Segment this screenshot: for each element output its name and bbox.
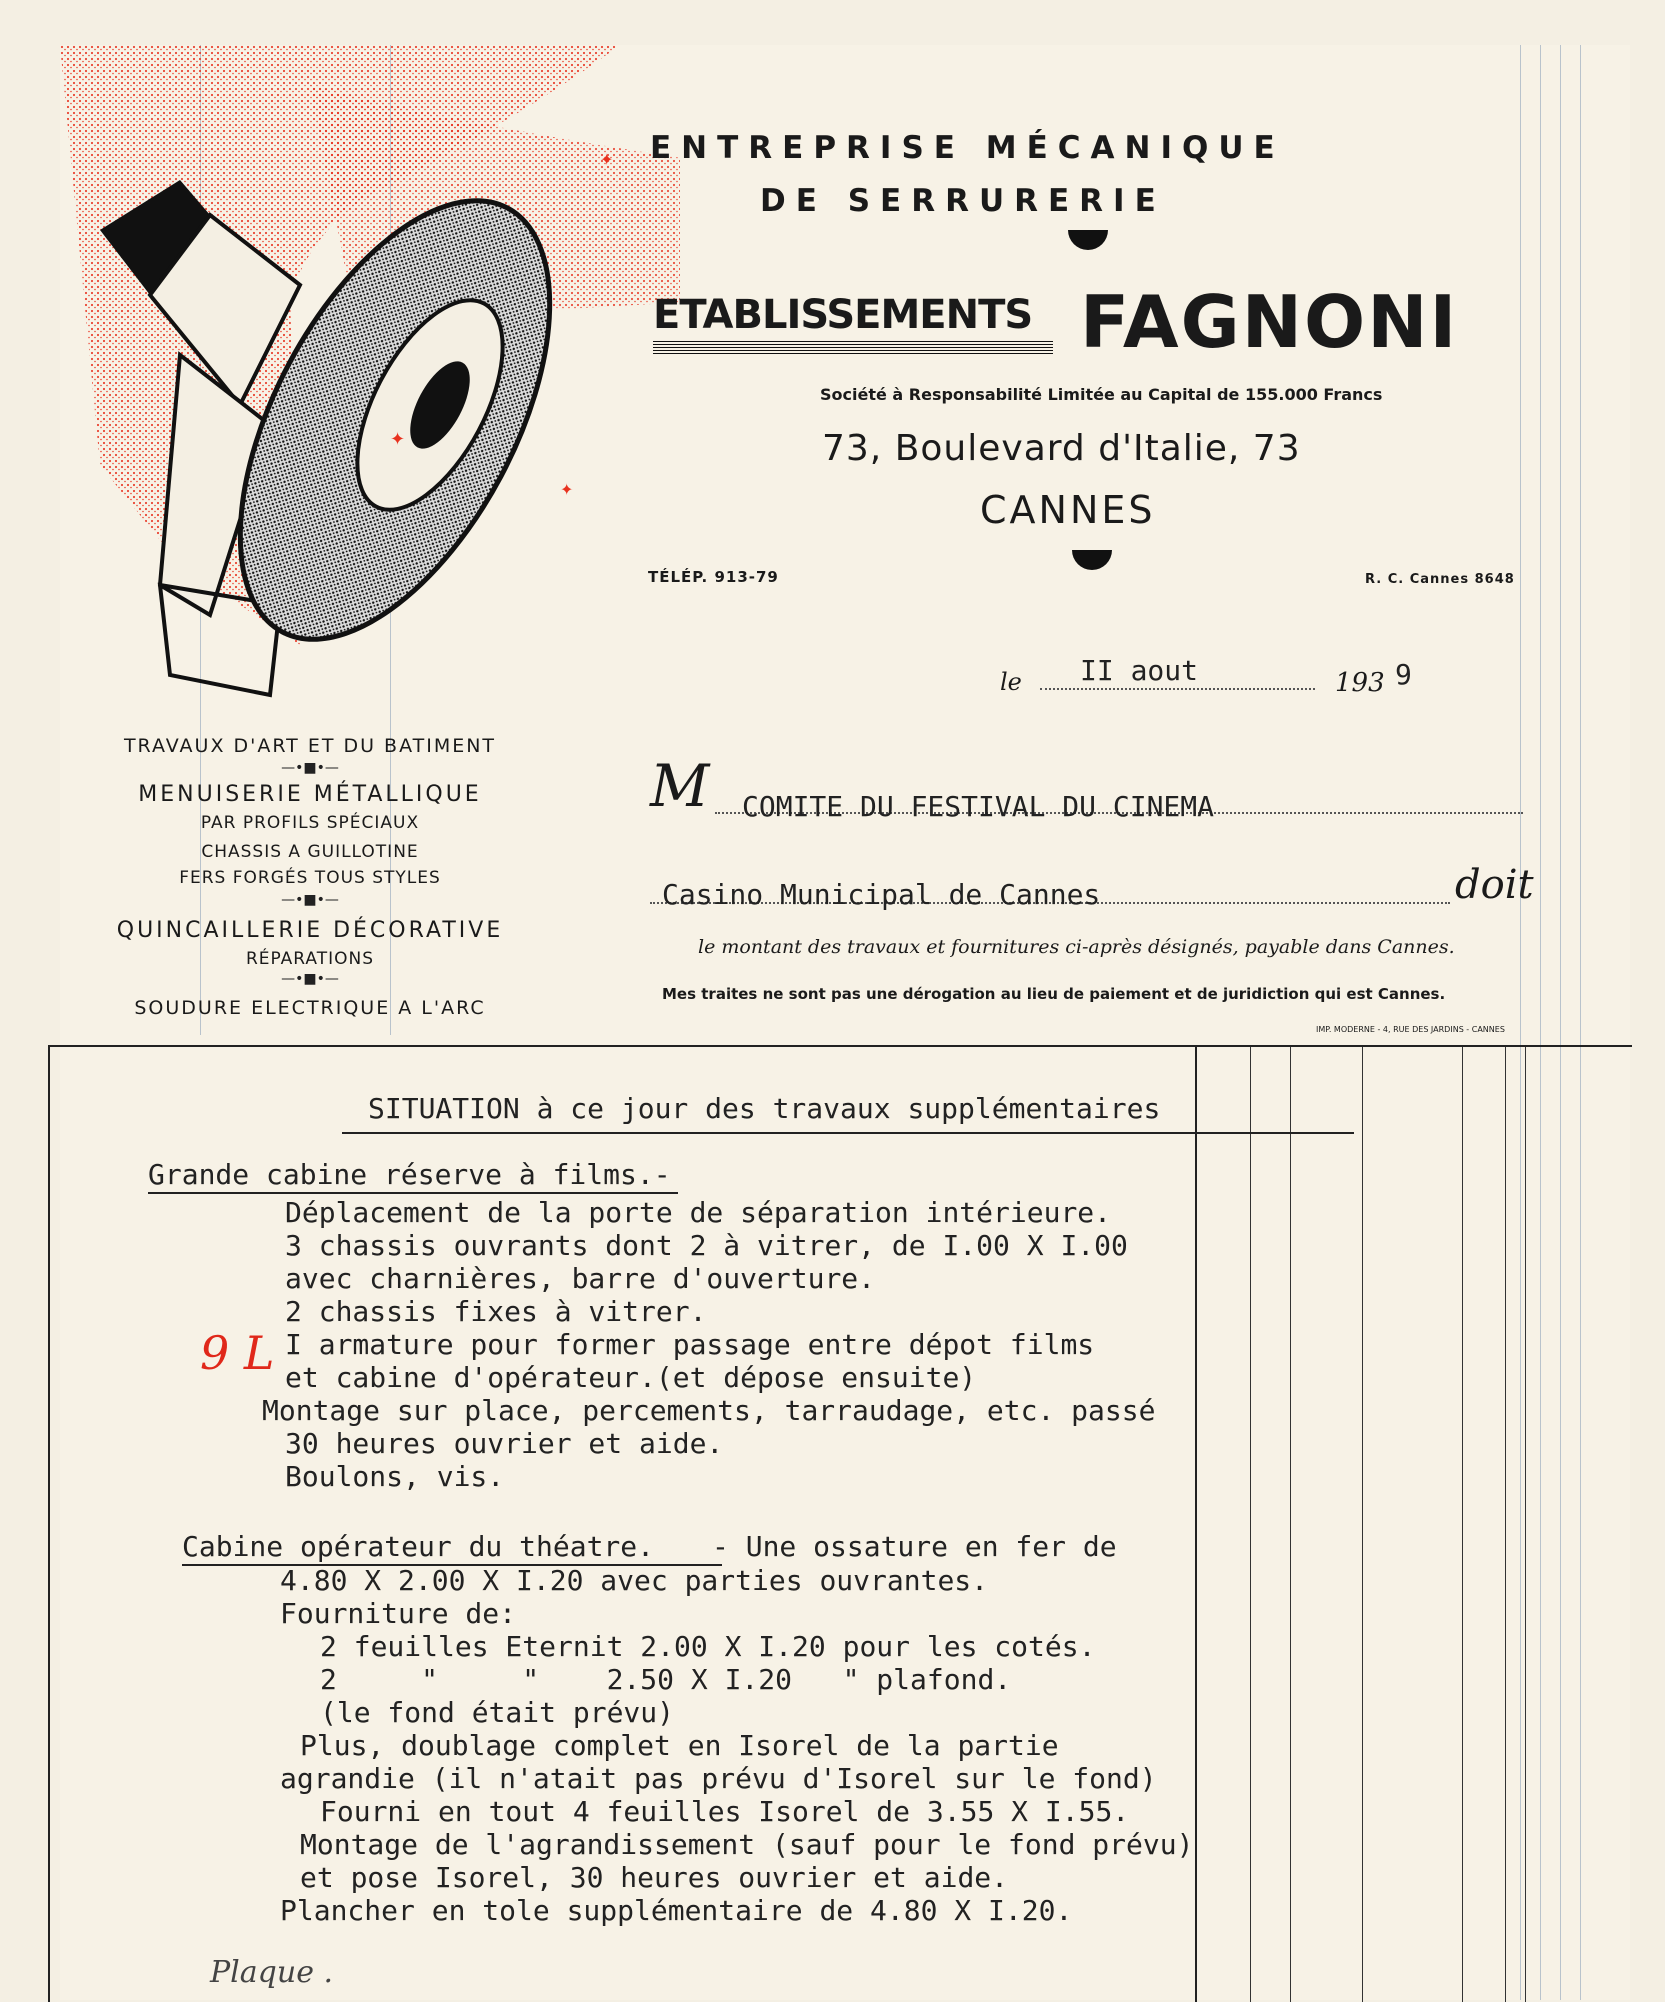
section1-heading: Grande cabine réserve à films.- <box>148 1158 671 1191</box>
line-item: Plus, doublage complet en Isorel de la partie <box>300 1729 1059 1762</box>
service-item: CHASSIS A GUILLOTINE <box>201 842 419 862</box>
date-year-printed: 193 <box>1335 668 1385 698</box>
line-item: 4.80 X 2.00 X I.20 avec parties ouvrantes. <box>280 1564 989 1597</box>
line-item: 3 chassis ouvrants dont 2 à vitrer, de I.00 X I.00 <box>285 1229 1128 1262</box>
company-line-2: DE SERRURERIE <box>760 183 1166 219</box>
printer-credit: IMP. MODERNE - 4, RUE DES JARDINS - CANNES <box>1316 1025 1505 1034</box>
service-item: SOUDURE ELECTRIQUE A L'ARC <box>134 997 486 1019</box>
recipient-venue: Casino Municipal de Cannes <box>662 878 1101 911</box>
column-rule <box>1505 1047 1506 2002</box>
line-item: avec charnières, barre d'ouverture. <box>285 1262 876 1295</box>
divider-ornament: —•■•— <box>281 892 339 908</box>
service-item: TRAVAUX D'ART ET DU BATIMENT <box>123 735 497 757</box>
section2-heading: Cabine opérateur du théatre. <box>182 1530 655 1563</box>
line-item: 30 heures ouvrier et aide. <box>285 1427 724 1460</box>
column-rule <box>1290 1047 1291 2002</box>
divider-ornament: —•■•— <box>281 760 339 776</box>
column-rule <box>1525 1047 1526 2002</box>
terms-line: Mes traites ne sont pas une dérogation au lieu de paiement et de juridiction qui est Cannes. <box>662 985 1446 1003</box>
service-item: MENUISERIE MÉTALLIQUE <box>138 782 482 807</box>
line-item: Déplacement de la porte de séparation intérieure. <box>285 1196 1112 1229</box>
column-rule <box>1195 1047 1197 2002</box>
address: 73, Boulevard d'Italie, 73 <box>822 428 1301 469</box>
hatch-rule <box>653 340 1053 354</box>
grinding-wheel-illustration <box>60 45 680 705</box>
svg-text:✦: ✦ <box>390 429 406 450</box>
line-item: I armature pour former passage entre dépot films <box>285 1328 1095 1361</box>
recipient-name: COMITE DU FESTIVAL DU CINEMA <box>742 790 1215 823</box>
line-item: (le fond était prévu) <box>320 1696 675 1729</box>
company-name: FAGNONI <box>1080 280 1459 364</box>
registry-number: R. C. Cannes 8648 <box>1365 572 1515 587</box>
phone-number: TÉLÉP. 913-79 <box>648 568 779 586</box>
line-item: Plancher en tole supplémentaire de 4.80 X I.20. <box>280 1894 1073 1927</box>
line-item: Montage sur place, percements, tarraudage, etc. passé <box>262 1394 1156 1427</box>
heading-underline <box>148 1192 678 1194</box>
line-item: Boulons, vis. <box>285 1460 505 1493</box>
title-underline <box>342 1132 1354 1134</box>
terms-line: le montant des travaux et fournitures ci-après désignés, payable dans Cannes. <box>698 936 1455 958</box>
divider-ornament: —•■•— <box>281 971 339 987</box>
pencil-note: Plaque . <box>210 1955 334 1990</box>
doit-label: doit <box>1455 862 1534 908</box>
service-item: QUINCAILLERIE DÉCORATIVE <box>116 918 504 943</box>
column-rule <box>1250 1047 1251 2002</box>
line-item: 2 chassis fixes à vitrer. <box>285 1295 707 1328</box>
date-prefix: le <box>1000 668 1022 696</box>
red-annotation: 9 L <box>200 1326 275 1380</box>
date-dotted-line <box>1040 688 1315 690</box>
city: CANNES <box>980 488 1156 532</box>
service-item: FERS FORGÉS TOUS STYLES <box>179 868 441 888</box>
line-item: Montage de l'agrandissement (sauf pour le fond prévu) <box>300 1828 1194 1861</box>
date-day-month: II aout <box>1080 654 1199 687</box>
date-year-typed: 9 <box>1395 658 1412 691</box>
service-item: RÉPARATIONS <box>245 949 375 969</box>
line-item: et pose Isorel, 30 heures ouvrier et aide. <box>300 1861 1009 1894</box>
line-item: agrandie (il n'atait pas prévu d'Isorel sur le fond) <box>280 1762 1157 1795</box>
section2-heading-rest: - Une ossature en fer de <box>712 1530 1117 1563</box>
line-item: et cabine d'opérateur.(et dépose ensuite) <box>285 1361 977 1394</box>
column-rule <box>1462 1047 1463 2002</box>
document-title: SITUATION à ce jour des travaux supplémentaires <box>368 1092 1161 1125</box>
svg-text:✦: ✦ <box>600 150 614 169</box>
etablissements-label: ETABLISSEMENTS <box>653 292 1033 338</box>
line-item: Fourniture de: <box>280 1597 517 1630</box>
column-rule <box>1362 1047 1363 2002</box>
company-line-1: ENTREPRISE MÉCANIQUE <box>650 130 1285 166</box>
line-item: 2 " " 2.50 X I.20 " plafond. <box>320 1663 1012 1696</box>
salutation: M <box>650 752 710 820</box>
service-item: PAR PROFILS SPÉCIAUX <box>200 813 420 833</box>
line-item: 2 feuilles Eternit 2.00 X I.20 pour les cotés. <box>320 1630 1096 1663</box>
line-item: Fourni en tout 4 feuilles Isorel de 3.55 X I.55. <box>320 1795 1130 1828</box>
legal-status: Société à Responsabilité Limitée au Capital de 155.000 Francs <box>820 385 1383 404</box>
svg-text:✦: ✦ <box>560 480 574 499</box>
